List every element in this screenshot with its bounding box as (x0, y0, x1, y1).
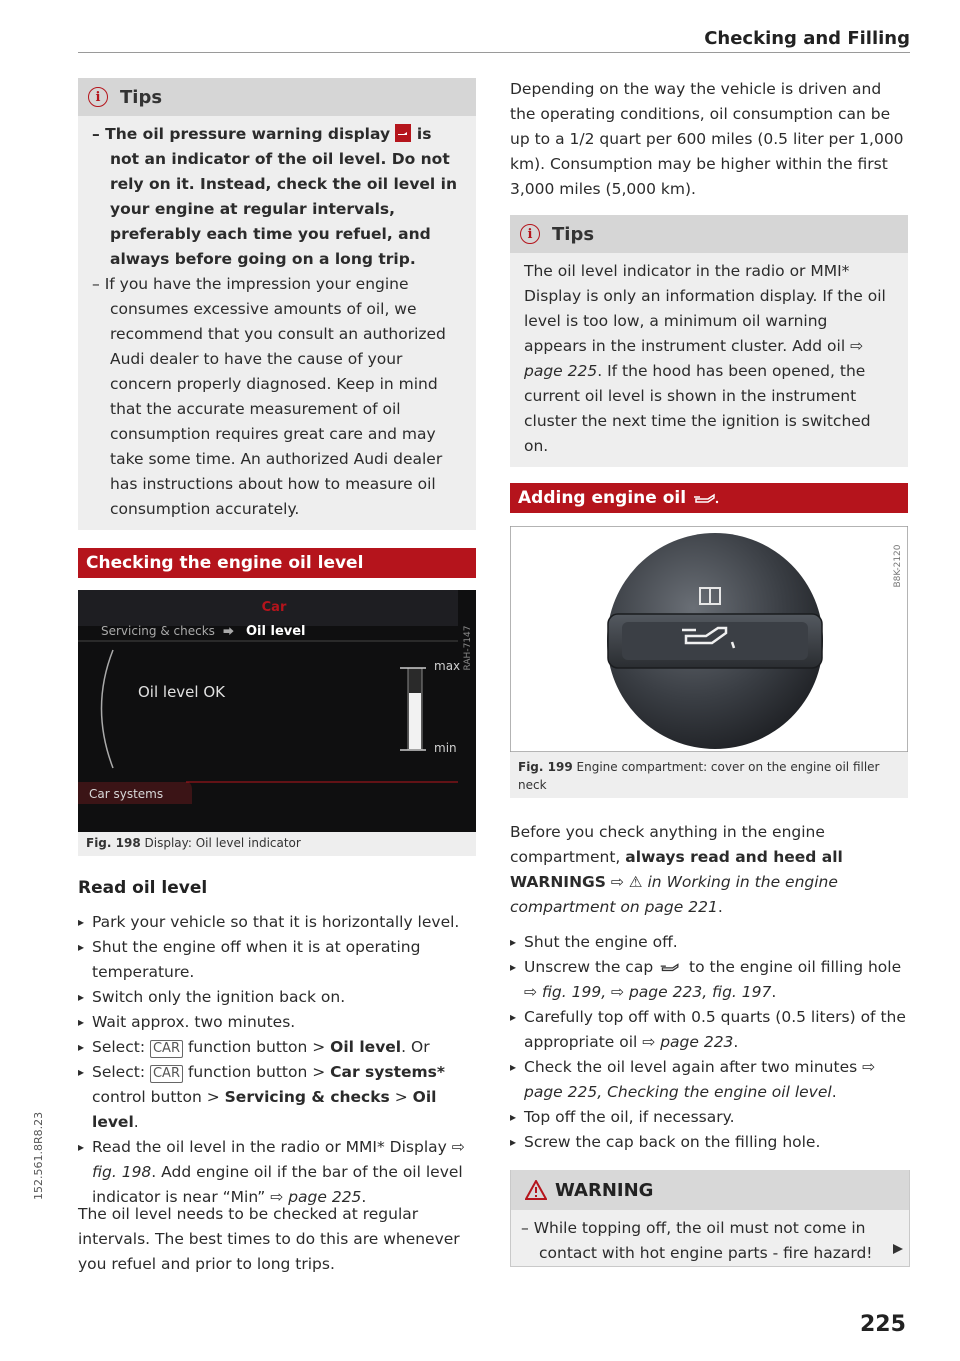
level-gauge-fill (409, 693, 421, 749)
step: ▸ Shut the engine off when it is at operating temperature. (78, 935, 478, 985)
fig-code: B8K-2120 (893, 544, 903, 588)
page-number: 225 (860, 1312, 906, 1337)
step: ▸ Wait approx. two minutes. (78, 1010, 478, 1035)
tips-heading: i Tips (510, 215, 908, 253)
display-title: Car (261, 600, 287, 615)
arrow-icon: ⮕ (223, 625, 234, 638)
step: ▸ Screw the cap back on the filling hole. (510, 1130, 910, 1155)
warning-heading: WARNING (511, 1170, 909, 1210)
info-icon: i (520, 224, 540, 244)
step: ▸ Select: CAR function button > Oil level. Or (78, 1035, 478, 1060)
closing-paragraph: The oil level needs to be checked at regular intervals. The best times to do this are whenever you refuel and prior to long trips. (78, 1205, 460, 1273)
side-code: 152.561.8R8.23 (32, 1111, 45, 1200)
oil-can-icon (658, 961, 684, 973)
car-key: CAR (150, 1065, 183, 1083)
display-breadcrumb-current: Oil level (246, 624, 306, 639)
step: ▸ Top off the oil, if necessary. (510, 1105, 910, 1130)
adding-intro: Before you check anything in the engine compartment, always read and heed all WARNINGS ⇨ ⚠ in Working in the engine compartment on page 221. (510, 823, 843, 916)
running-header: Checking and Filling (704, 28, 910, 49)
step: ▸ Check the oil level again after two minutes ⇨ page 225, Checking the engine oil level. (510, 1055, 910, 1105)
display-tab-car-systems: Car systems (89, 787, 164, 801)
step: ▸ Carefully top off with 0.5 quarts (0.5 liters) of the appropriate oil ⇨ page 223. (510, 1005, 910, 1055)
step: ▸ Switch only the ignition back on. (78, 985, 478, 1010)
oil-cap-figure (510, 526, 908, 752)
info-icon: i (88, 87, 108, 107)
warning-text: – While topping off, the oil must not come in contact with hot engine parts - fire hazard! (521, 1219, 873, 1262)
right-intro: Depending on the way the vehicle is driven and the operating conditions, oil consumption can be up to a 1/2 quart per 600 miles (0.5 liter per 1,000 km). Consumption may be higher within the first 3,000 miles (5,000 km). (510, 80, 904, 198)
display-breadcrumb-prefix: Servicing & checks (101, 624, 215, 638)
gauge-min-label: min (434, 741, 457, 755)
adding-steps (510, 930, 910, 1155)
section-title-checking: Checking the engine oil level (78, 548, 476, 578)
oil-level-display (78, 590, 476, 832)
display-status: Oil level OK (138, 683, 225, 701)
warning-box (510, 1170, 910, 1267)
step: ▸ Shut the engine off. (510, 930, 910, 955)
oil-can-icon (692, 491, 720, 505)
warning-triangle-icon (525, 1180, 547, 1200)
tips-text: The oil level indicator in the radio or MMI* Display is only an information display. If the oil level is too low, a minimum oil warning appears in the instrument cluster. Add oil ⇨ page 225. If the hood has been opened, the current oil level is shown in the instrument cluster the next time the ignition is switched on. (524, 262, 886, 455)
step: ▸ Unscrew the cap to the engine oil filling hole ⇨ fig. 199, ⇨ page 223, fig. 197. (510, 955, 910, 1005)
tips-item: – If you have the impression your engine consumes excessive amounts of oil, we recommend that you consult an authorized Audi dealer to have the cause of your concern properly diagnosed. Keep in mind that the accurate measurement of oil consumption requires great care and may take some time. An authorized Audi dealer has instructions about how to measure oil consumption accurately. (92, 275, 446, 518)
display-code: RAH-7147 (463, 625, 473, 671)
car-key: CAR (150, 1040, 183, 1058)
continue-arrow-icon (891, 1242, 905, 1256)
fig199-caption: Fig. 199 Engine compartment: cover on the engine oil filler neck (510, 752, 908, 798)
fig198-caption: Fig. 198 Display: Oil level indicator (78, 832, 476, 856)
step: ▸ Read the oil level in the radio or MMI* Display ⇨ fig. 198. Add engine oil if the bar of the oil level indicator is near “Min” ⇨ page 225. (78, 1135, 478, 1210)
tips-box-right (510, 215, 908, 467)
subheading-read-oil-level: Read oil level (78, 878, 208, 898)
read-oil-steps (78, 910, 478, 1210)
header-rule (78, 52, 910, 53)
step: ▸ Select: CAR function button > Car systems* control button > Servicing & checks > Oil level. (78, 1060, 478, 1135)
section-title-adding: Adding engine oil (510, 483, 908, 513)
tips-heading: i Tips (78, 78, 476, 116)
tips-item: – The oil pressure warning display is not an indicator of the oil level. Do not rely on it. Instead, check the oil level in your engine at regular intervals, preferably each time you refuel, and always before going on a long trip. (92, 125, 457, 268)
step: ▸ Park your vehicle so that it is horizontally level. (78, 910, 478, 935)
gauge-max-label: max (434, 659, 461, 673)
tips-box-left (78, 78, 476, 530)
oil-pressure-icon (395, 124, 411, 142)
